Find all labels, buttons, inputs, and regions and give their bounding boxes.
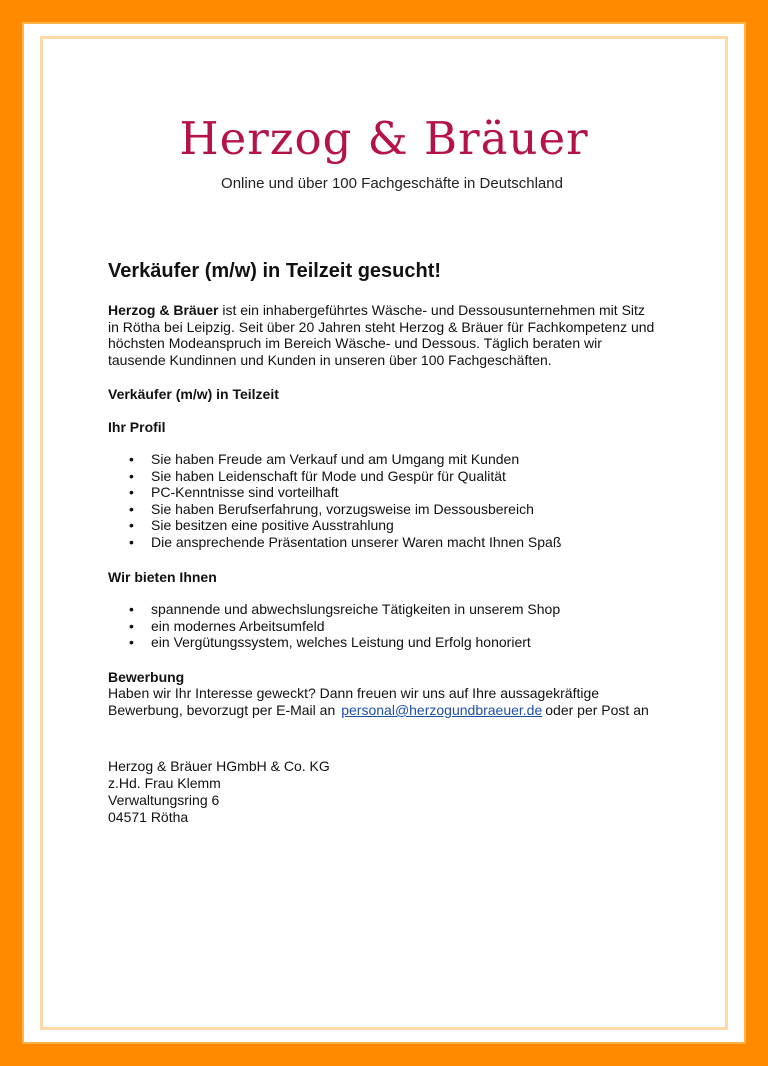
- bullet-icon: •: [129, 467, 134, 484]
- address-line: Verwaltungsring 6: [108, 792, 220, 809]
- bullet-icon: •: [129, 601, 134, 618]
- bullet-icon: •: [129, 533, 134, 550]
- offer-list: [108, 601, 658, 651]
- intro-paragraph: [108, 302, 658, 368]
- application-text: Haben wir Ihr Interesse geweckt? Dann freuen wir uns auf Ihre aussagekräftige Bewerbung, bevorzugt per E-Mail an personal@herzogundbraeuer.de oder per Post an: [108, 685, 649, 718]
- page-title: Verkäufer (m/w) in Teilzeit gesucht!: [108, 260, 442, 282]
- list-item: • PC-Kenntnisse sind vorteilhaft: [129, 484, 339, 501]
- application-heading: Bewerbung: [108, 668, 185, 685]
- profile-heading: Ihr Profil: [108, 418, 166, 435]
- position-heading: Verkäufer (m/w) in Teilzeit: [108, 386, 279, 402]
- bullet-icon: •: [129, 451, 134, 467]
- list-item: • Sie haben Leidenschaft für Mode und Gespür für Qualität: [129, 467, 506, 484]
- postal-address: [108, 758, 658, 826]
- list-item: • spannende und abwechslungsreiche Tätigkeiten in unserem Shop: [129, 601, 561, 618]
- address-line: z.Hd. Frau Klemm: [108, 775, 221, 792]
- bullet-icon: •: [129, 500, 134, 517]
- list-item: • Sie haben Freude am Verkauf und am Umgang mit Kunden: [129, 451, 520, 467]
- brand-tagline: Online und über 100 Fachgeschäfte in Deutschland: [221, 175, 563, 192]
- list-item: • ein Vergütungssystem, welches Leistung und Erfolg honoriert: [129, 634, 531, 651]
- intro-brand: Herzog & Bräuer: [108, 302, 219, 318]
- list-item: • ein modernes Arbeitsumfeld: [129, 617, 325, 634]
- list-item: • Sie haben Berufserfahrung, vorzugsweise im Dessousbereich: [129, 500, 534, 517]
- address-line: Herzog & Bräuer HGmbH & Co. KG: [108, 758, 330, 775]
- intro-text: ist ein inhabergeführtes Wäsche- und Dessousunternehmen mit Sitz in Rötha bei Leipzig. Seit über 20 Jahren steht Herzog & Bräuer für Fachkompetenz und höchsten Modeanspruch im Bereich Wäsche- und Dessous. Täglich beraten wir tausende Kundinnen und Kunden in unseren über 100 Fachgeschäften.: [108, 302, 655, 368]
- bullet-icon: •: [129, 634, 134, 651]
- email-link[interactable]: personal@herzogundbraeuer.de: [341, 701, 543, 718]
- brand-logo: Herzog & Bräuer: [179, 112, 589, 165]
- bullet-icon: •: [129, 517, 134, 534]
- address-line: 04571 Rötha: [108, 809, 189, 826]
- job-ad: [108, 258, 658, 826]
- list-item: • Sie besitzen eine positive Ausstrahlung: [129, 517, 394, 534]
- profile-list: [108, 451, 658, 551]
- bullet-icon: •: [129, 617, 134, 634]
- list-item: • Die ansprechende Präsentation unserer Waren macht Ihnen Spaß: [129, 533, 562, 550]
- offer-heading: Wir bieten Ihnen: [108, 568, 217, 585]
- bullet-icon: •: [129, 484, 134, 501]
